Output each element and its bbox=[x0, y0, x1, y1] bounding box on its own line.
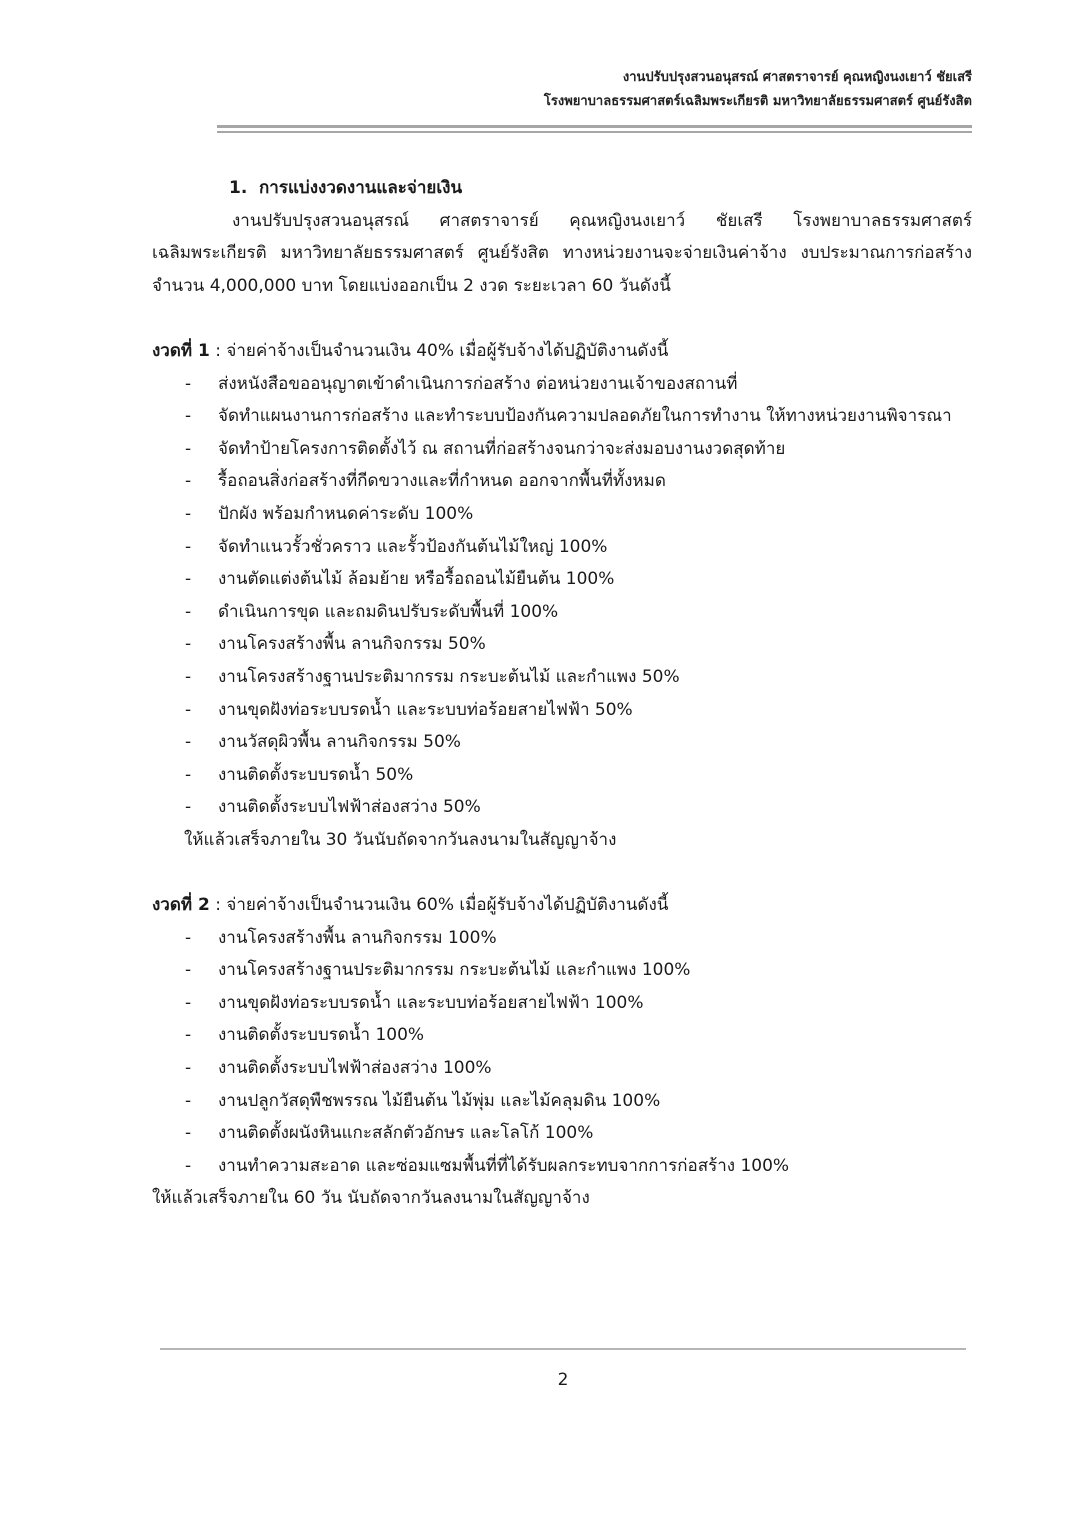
installment-1-heading bbox=[152, 335, 972, 368]
list-item: - งานตัดแต่งต้นไม้ ล้อมย้าย หรือรื้อถอนไม้ยืนต้น 100% bbox=[185, 569, 615, 590]
installment-2-work-list bbox=[152, 922, 972, 1183]
list-item: - ดำเนินการขุด และถมดินปรับระดับพื้นที่ 100% bbox=[185, 601, 559, 622]
list-item: - งานวัสดุผิวพื้น ลานกิจกรรม 50% bbox=[185, 732, 461, 753]
spacer bbox=[152, 856, 972, 889]
footer-divider bbox=[160, 1348, 966, 1350]
installment-2-heading bbox=[152, 889, 972, 922]
installment-2-label: งวดที่ 2 bbox=[152, 895, 210, 916]
header-organization: โรงพยาบาลธรรมศาสตร์เฉลิมพระเกียรติ มหาวิทยาลัยธรรมศาสตร์ ศูนย์รังสิต bbox=[543, 94, 972, 109]
list-item: - งานติดตั้งระบบรดน้ำ 100% bbox=[185, 1025, 425, 1046]
list-item: - งานโครงสร้างฐานประติมากรรม กระบะต้นไม้ และกำแพง 50% bbox=[185, 666, 680, 687]
list-item: - งานปลูกวัสดุพืชพรรณ ไม้ยืนต้น ไม้พุ่ม และไม้คลุมดิน 100% bbox=[185, 1090, 661, 1111]
installment-2-deadline: ให้แล้วเสร็จภายใน 60 วัน นับถัดจากวันลงนามในสัญญาจ้าง bbox=[152, 1188, 590, 1209]
list-item: - งานโครงสร้างพื้น ลานกิจกรรม 50% bbox=[185, 634, 486, 655]
list-item: - งานทำความสะอาด และซ่อมแซมพื้นที่ที่ได้รับผลกระทบจากการก่อสร้าง 100% bbox=[185, 1155, 790, 1176]
installment-1-deadline: ให้แล้วเสร็จภายใน 30 วันนับถัดจากวันลงนามในสัญญาจ้าง bbox=[184, 829, 617, 850]
list-item: - งานติดตั้งระบบรดน้ำ 50% bbox=[185, 764, 414, 785]
list-item: - งานโครงสร้างฐานประติมากรรม กระบะต้นไม้ และกำแพง 100% bbox=[185, 960, 691, 981]
list-item: - ส่งหนังสือขออนุญาตเข้าดำเนินการก่อสร้าง ต่อหน่วยงานเจ้าของสถานที่ bbox=[185, 373, 738, 394]
section-intro-paragraph: งานปรับปรุงสวนอนุสรณ์ ศาสตราจารย์ คุณหญิงนงเยาว์ ชัยเสรี โรงพยาบาลธรรมศาสตร์เฉลิมพระเกียรติ มหาวิทยาลัยธรรมศาสตร์ ศูนย์รังสิต ทางหน่วยงานจะจ่ายเงินค่าจ้าง งบประมาณการก่อสร้างจำนวน 4,000,000 บาท โดยแบ่งออกเป็น 2 งวด ระยะเวลา 60 วันดังนี้ bbox=[152, 210, 972, 296]
header-project-title: งานปรับปรุงสวนอนุสรณ์ ศาสตราจารย์ คุณหญิงนงเยาว์ ชัยเสรี bbox=[622, 70, 972, 85]
page-number: 2 bbox=[557, 1370, 569, 1390]
section-heading bbox=[152, 172, 972, 205]
section-title: การแบ่งงวดงานและจ่ายเงิน bbox=[259, 178, 463, 198]
list-item: - งานติดตั้งระบบไฟฟ้าส่องสว่าง 50% bbox=[185, 797, 481, 818]
list-item: - จัดทำแนวรั้วชั่วคราว และรั้วป้องกันต้นไม้ใหญ่ 100% bbox=[185, 536, 608, 557]
installment-1-label: งวดที่ 1 bbox=[152, 340, 210, 361]
section-number: 1. bbox=[229, 178, 248, 198]
list-item: - รื้อถอนสิ่งก่อสร้างที่กีดขวางและที่กำหนด ออกจากพื้นที่ทั้งหมด bbox=[185, 471, 666, 492]
list-item: - งานขุดฝังท่อระบบรดน้ำ และระบบท่อร้อยสายไฟฟ้า 50% bbox=[185, 699, 633, 720]
list-item: - งานติดตั้งผนังหินแกะสลักตัวอักษร และโลโก้ 100% bbox=[185, 1123, 594, 1144]
spacer bbox=[152, 302, 972, 335]
installment-2-description: : จ่ายค่าจ้างเป็นจำนวนเงิน 60% เมื่อผู้รับจ้างได้ปฏิบัติงานดังนี้ bbox=[209, 895, 669, 916]
document-body bbox=[152, 172, 972, 1215]
page-header bbox=[544, 66, 972, 114]
list-item: - งานติดตั้งระบบไฟฟ้าส่องสว่าง 100% bbox=[185, 1058, 492, 1079]
list-item: - งานขุดฝังท่อระบบรดน้ำ และระบบท่อร้อยสายไฟฟ้า 100% bbox=[185, 992, 644, 1013]
list-item: - ปักผัง พร้อมกำหนดค่าระดับ 100% bbox=[185, 503, 474, 524]
installment-1-description: : จ่ายค่าจ้างเป็นจำนวนเงิน 40% เมื่อผู้รับจ้างได้ปฏิบัติงานดังนี้ bbox=[209, 340, 669, 361]
list-item: - จัดทำป้ายโครงการติดตั้งไว้ ณ สถานที่ก่อสร้างจนกว่าจะส่งมอบงานงวดสุดท้าย bbox=[185, 438, 786, 459]
list-item: - จัดทำแผนงานการก่อสร้าง และทำระบบป้องกันความปลอดภัยในการทำงาน ให้ทางหน่วยงานพิจารณา bbox=[185, 406, 952, 427]
list-item: - งานโครงสร้างพื้น ลานกิจกรรม 100% bbox=[185, 927, 497, 948]
installment-1-work-list bbox=[152, 368, 972, 824]
header-divider bbox=[217, 125, 972, 133]
